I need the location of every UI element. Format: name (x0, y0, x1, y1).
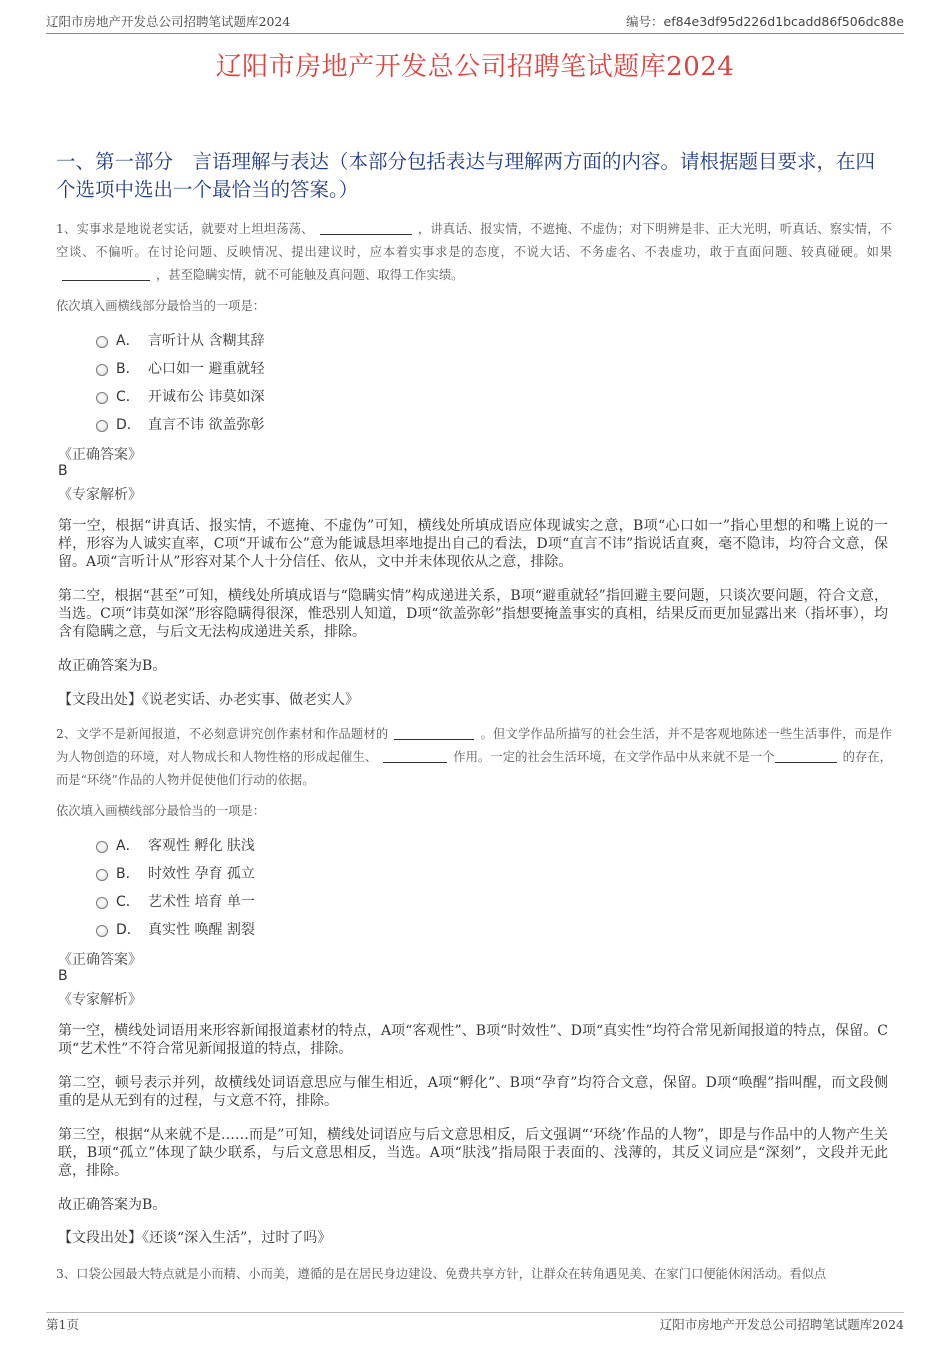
blank-line (775, 748, 837, 763)
footer-title: 辽阳市房地产开发总公司招聘笔试题库2024 (659, 1317, 904, 1332)
radio-icon[interactable] (96, 336, 108, 348)
radio-icon[interactable] (96, 841, 108, 853)
question-2-option-b[interactable]: B． 时效性 孕育 孤立 (96, 863, 255, 883)
question-1-option-c[interactable]: C． 开诚布公 讳莫如深 (96, 386, 264, 406)
analysis-label: 《专家解析》 (58, 992, 142, 1008)
question-3-text: 3、口袋公园最大特点就是小而精、小而美，遵循的是在居民身边建设、免费共享方针，让群众在转角遇见美、在家门口便能休闲活动。看似点 (56, 1267, 827, 1281)
header-title: 辽阳市房地产开发总公司招聘笔试题库2024 (46, 14, 291, 29)
blank-line (383, 748, 447, 763)
page-footer (46, 1312, 904, 1333)
question-1-option-b[interactable]: B． 心口如一 避重就轻 (96, 358, 264, 378)
analysis-label: 《专家解析》 (58, 487, 142, 503)
radio-icon[interactable] (96, 420, 108, 432)
blank-line (394, 725, 474, 740)
answer-label: 《正确答案》 (58, 952, 142, 968)
question-2-option-d[interactable]: D． 真实性 唤醒 割裂 (96, 919, 255, 939)
source-citation: 【文段出处】《还谈“深入生活”，过时了吗》 (58, 1230, 332, 1246)
question-2-option-a[interactable]: A． 客观性 孵化 肤浅 (96, 835, 255, 855)
question-1-option-d[interactable]: D． 直言不讳 欲盖弥彰 (96, 414, 264, 434)
question-2-option-c[interactable]: C． 艺术性 培育 单一 (96, 891, 255, 911)
analysis-paragraph: 第二空，根据“甚至”可知，横线处所填成语与“隐瞒实情”构成递进关系，B项“避重就轻”指回避主要问题，只谈次要问题，符合文意，当选。C项“讳莫如深”形容隐瞒得很深，惟恐别人知道，D项“欲盖弥彰”指想要掩盖事实的真相，结果反而更加显露出来（指坏事），均含有隐瞒之意，与后文无法构成递进关系，排除。 (58, 588, 888, 640)
question-1-option-a[interactable]: A． 言听计从 含糊其辞 (96, 330, 264, 350)
blank-line (320, 220, 412, 235)
question-2-text: 2、文学不是新闻报道，不必刻意讲究创作素材和作品题材的 。但文学作品所描写的社会生活，并不是客观地陈述一些生活事件，而是作为人物创造的环境，对人物成长和人物性格的形成起催生、 作用。一定的社会生活环境，在文学作品中从来就不是一个 的存在，而是“环绕”作品的人物并促使他们行动的依据。 (56, 727, 892, 787)
question-2-prompt: 依次填入画横线部分最恰当的一项是： (56, 804, 266, 818)
radio-icon[interactable] (96, 869, 108, 881)
question-1-prompt: 依次填入画横线部分最恰当的一项是： (56, 299, 266, 313)
answer-value: B (58, 463, 68, 479)
analysis-paragraph: 第二空，顿号表示并列，故横线处词语意思应与催生相近，A项“孵化”、B项“孕育”均符合文意，保留。D项“唤醒”指叫醒，而文段侧重的是从无到有的过程，与文意不符，排除。 (58, 1075, 888, 1109)
answer-label: 《正确答案》 (58, 447, 142, 463)
analysis-conclusion: 故正确答案为B。 (58, 1197, 167, 1213)
radio-icon[interactable] (96, 392, 108, 404)
radio-icon[interactable] (96, 925, 108, 937)
radio-icon[interactable] (96, 364, 108, 376)
header-code: 编号：ef84e3df95d226d1bcadd86f506dc88e (626, 14, 904, 29)
analysis-paragraph: 第一空，根据“讲真话、报实情，不遮掩、不虚伪”可知，横线处所填成语应体现诚实之意，B项“心口如一”指心里想的和嘴上说的一样，形容为人诚实直率，C项“开诚布公”意为能诚恳坦率地提出自己的看法，D项“直言不讳”指说话直爽，毫不隐讳，均符合文意，保留。A项“言听计从”形容对某个人十分信任、依从，文中并未体现依从之意，排除。 (58, 518, 888, 570)
answer-value: B (58, 968, 68, 984)
page-header (46, 12, 904, 34)
blank-line (62, 266, 150, 281)
section-heading: 一、第一部分 言语理解与表达（本部分包括表达与理解两方面的内容。请根据题目要求，在四个选项中选出一个最恰当的答案。） (56, 150, 876, 201)
analysis-conclusion: 故正确答案为B。 (58, 658, 167, 674)
page-number: 第1页 (46, 1317, 79, 1332)
question-1-text: 1、实事求是地说老实话，就要对上坦坦荡荡、 ，讲真话、报实情，不遮掩、不虚伪；对下明辨是非、正大光明，听真话、察实情，不空谈、不偏听。在讨论问题、反映情况、提出建议时，应本着实事求是的态度，不说大话、不务虚名、不表虚功，敢于直面问题、较真碰硬。如果，甚至隐瞒实情，就不可能触及真问题、取得工作实绩。 (56, 222, 892, 282)
analysis-paragraph: 第一空，横线处词语用来形容新闻报道素材的特点，A项“客观性”、B项“时效性”、D项“真实性”均符合常见新闻报道的特点，保留。C项“艺术性”不符合常见新闻报道的特点，排除。 (58, 1023, 888, 1057)
analysis-paragraph: 第三空，根据“从来就不是……而是”可知，横线处词语应与后文意思相反，后文强调“‘环绕’作品的人物”，即是与作品中的人物产生关联，B项“孤立”体现了缺少联系，与后文意思相反，当选。A项“肤浅”指局限于表面的、浅薄的，其反义词应是“深刻”，文段并无此意，排除。 (58, 1127, 888, 1179)
radio-icon[interactable] (96, 897, 108, 909)
page-title: 辽阳市房地产开发总公司招聘笔试题库2024 (215, 52, 735, 82)
source-citation: 【文段出处】《说老实话、办老实事、做老实人》 (58, 692, 359, 708)
